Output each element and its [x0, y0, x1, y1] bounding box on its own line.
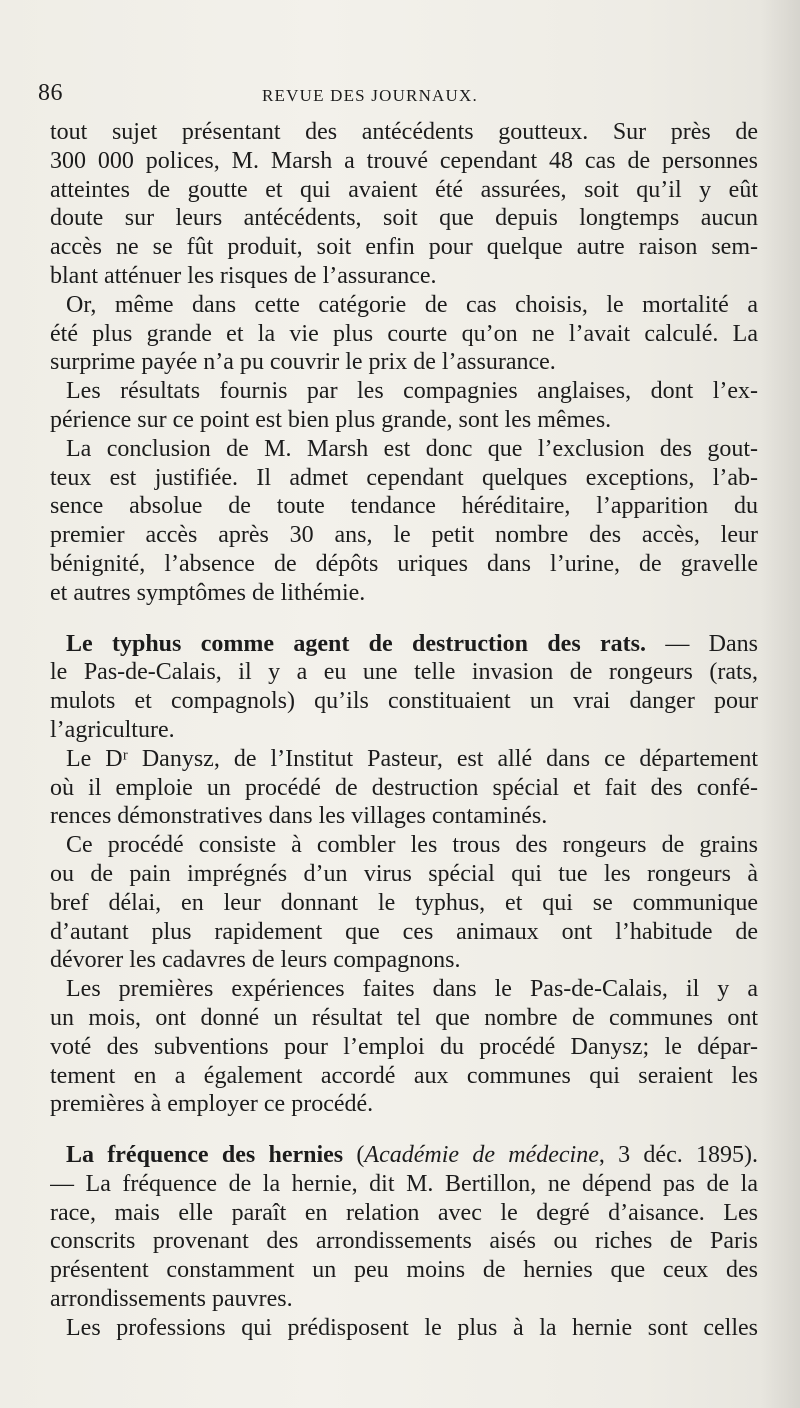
text-line: Les premières expériences faites dans le Pas-de-Calais, il y a	[66, 976, 758, 1003]
text-line: 300 000 polices, M. Marsh a trouvé cependant 48 cas de personnes	[50, 147, 758, 174]
section-source-open: (	[343, 1142, 365, 1169]
text-line: rences démonstratives dans les villages contaminés.	[50, 803, 548, 830]
text-line: teux est justifiée. Il admet cependant quelques exceptions, l’ab-	[50, 464, 758, 491]
text-line: un mois, ont donné un résultat tel que nombre de communes ont	[50, 1004, 758, 1031]
section-gap	[50, 608, 758, 630]
page-body	[50, 118, 758, 1343]
page-header	[38, 80, 758, 112]
section-heading-line	[50, 1141, 758, 1170]
section-heading-line	[50, 630, 758, 659]
text-line: mulots et compagnols) qu’ils constituaient un vrai danger pour	[50, 688, 758, 715]
text-line: où il emploie un procédé de destruction spécial et fait des confé-	[50, 774, 758, 801]
text-line: blant atténuer les risques de l’assurance.	[50, 262, 437, 289]
text-line: bref délai, en leur donnant le typhus, et qui se communique	[50, 889, 758, 916]
text-line: — La fréquence de la hernie, dit M. Bertillon, ne dépend pas de la	[50, 1170, 758, 1197]
article-hernies	[50, 1141, 758, 1343]
text-line: La conclusion de M. Marsh est donc que l’exclusion des gout-	[66, 435, 758, 462]
section-source: Académie de médecine	[364, 1142, 599, 1169]
text-line: été plus grande et la vie plus courte qu’on ne l’avait calculé. La	[50, 320, 758, 347]
text-line: conscrits provenant des arrondissements aisés ou riches de Paris	[50, 1228, 758, 1255]
paragraph	[50, 831, 758, 975]
text-line: l’agriculture.	[50, 716, 175, 743]
article-typhus	[50, 630, 758, 1120]
section-title-dash: — Dans	[646, 630, 758, 657]
paragraph	[50, 118, 758, 291]
text-line: dévorer les cadavres de leurs compagnons.	[50, 947, 461, 974]
section-date: , 3 déc. 1895).	[598, 1142, 758, 1169]
text-line: race, mais elle paraît en relation avec le degré d’aisance. Les	[50, 1199, 758, 1226]
text-line: atteintes de goutte et qui avaient été assurées, soit qu’il y eût	[50, 176, 758, 203]
text-line: Les résultats fournis par les compagnies anglaises, dont l’ex-	[66, 378, 758, 405]
text-line: et autres symptômes de lithémie.	[50, 579, 366, 606]
paragraph	[50, 745, 758, 831]
text-line: ou de pain imprégnés d’un virus spécial qui tue les rongeurs à	[50, 860, 758, 887]
paragraph	[50, 1314, 758, 1343]
text-line: Or, même dans cette catégorie de cas choisis, le mortalité a	[66, 291, 758, 318]
page-edge-shadow	[760, 0, 800, 1408]
text-line: Les professions qui prédisposent le plus à la hernie sont celles	[66, 1314, 758, 1341]
section-title: La fréquence des hernies	[66, 1142, 344, 1169]
text-line: tout sujet présentant des antécédents goutteux. Sur près de	[50, 119, 758, 145]
text-line: d’autant plus rapidement que ces animaux ont l’habitude de	[50, 918, 758, 945]
text-line: tement en a également accordé aux communes qui seraient les	[50, 1062, 758, 1089]
running-head: REVUE DES JOURNAUX.	[262, 86, 478, 105]
section-title: Le typhus comme agent de destruction des rats.	[66, 630, 646, 657]
text-line: premier accès après 30 ans, le petit nombre des accès, leur	[50, 522, 758, 549]
text-line: sence absolue de toute tendance héréditaire, l’apparition du	[50, 493, 758, 520]
text-line: le Pas-de-Calais, il y a eu une telle invasion de rongeurs (rats,	[50, 659, 758, 686]
paragraph	[50, 377, 758, 435]
text-line: premières à employer ce procédé.	[50, 1091, 374, 1118]
paragraph	[50, 435, 758, 608]
text-line: Ce procédé consiste à combler les trous des rongeurs de grains	[66, 832, 758, 859]
text-line: accès ne se fût produit, soit enfin pour quelque autre raison sem-	[50, 234, 758, 261]
text-line: doute sur leurs antécédents, soit que depuis longtemps aucun	[50, 205, 758, 232]
paragraph	[50, 291, 758, 377]
text-line: arrondissements pauvres.	[50, 1286, 293, 1313]
text-line: présentent constamment un peu moins de hernies que ceux des	[50, 1257, 758, 1284]
text-line: Le Dʳ Danysz, de l’Institut Pasteur, est allé dans ce département	[66, 745, 758, 772]
text-line: périence sur ce point est bien plus grande, sont les mêmes.	[50, 406, 612, 433]
section-gap	[50, 1119, 758, 1141]
text-line: voté des subventions pour l’emploi du procédé Danysz; le dépar-	[50, 1033, 758, 1060]
text-line: bénignité, l’absence de dépôts uriques dans l’urine, de gravelle	[50, 550, 758, 577]
text-line: surprime payée n’a pu couvrir le prix de l’assurance.	[50, 349, 556, 376]
paragraph	[50, 975, 758, 1119]
page-number: 86	[38, 80, 63, 106]
